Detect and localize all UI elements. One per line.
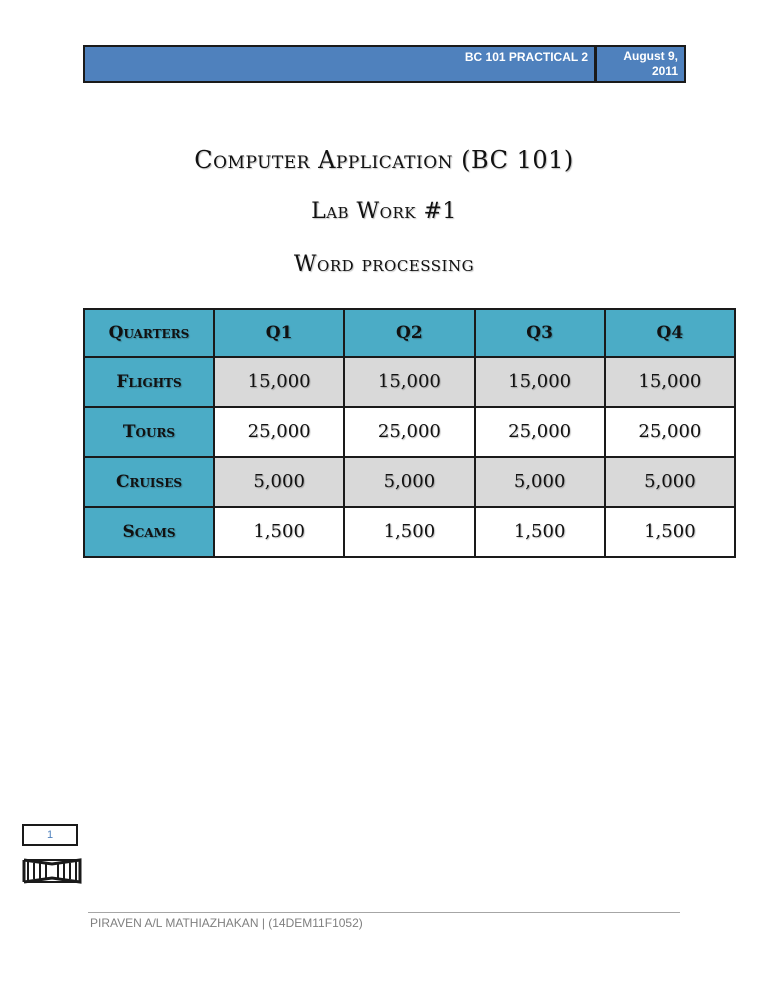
row-header: Tours <box>84 407 214 457</box>
table-cell: 1,500 <box>475 507 605 557</box>
page-number: 1 <box>22 824 78 846</box>
table-cell: 15,000 <box>605 357 735 407</box>
table-cell: 25,000 <box>344 407 474 457</box>
column-header: Q1 <box>214 309 344 357</box>
table-cell: 25,000 <box>475 407 605 457</box>
column-header: Q4 <box>605 309 735 357</box>
table-row <box>84 507 735 557</box>
table-row <box>84 407 735 457</box>
header-date <box>594 47 684 81</box>
table-cell: 1,500 <box>605 507 735 557</box>
header-date-line2: 2011 <box>651 64 678 78</box>
table-row <box>84 357 735 407</box>
table-cell: 1,500 <box>214 507 344 557</box>
table-cell: 15,000 <box>344 357 474 407</box>
table-cell: 25,000 <box>214 407 344 457</box>
quarters-table <box>83 308 736 558</box>
row-header: Flights <box>84 357 214 407</box>
table-cell: 15,000 <box>475 357 605 407</box>
table-row <box>84 457 735 507</box>
table-cell: 25,000 <box>605 407 735 457</box>
page-header-bar <box>83 45 686 83</box>
header-title: BC 101 PRACTICAL 2 <box>464 50 588 64</box>
table-cell: 15,000 <box>214 357 344 407</box>
column-header: Q3 <box>475 309 605 357</box>
table-cell: 1,500 <box>344 507 474 557</box>
column-header: Quarters <box>84 309 214 357</box>
document-topic: Word processing <box>293 252 475 277</box>
row-header: Scams <box>84 507 214 557</box>
footer-author: PIRAVEN A/L MATHIAZHAKAN | (14DEM11F1052) <box>90 916 363 930</box>
table-cell: 5,000 <box>475 457 605 507</box>
document-subtitle: Lab Work #1 <box>311 199 457 224</box>
column-header: Q2 <box>344 309 474 357</box>
row-header: Cruises <box>84 457 214 507</box>
table-cell: 5,000 <box>214 457 344 507</box>
table-cell: 5,000 <box>344 457 474 507</box>
footer-divider <box>88 912 680 913</box>
page-ornament-icon <box>22 856 82 886</box>
header-date-line1: August 9, <box>623 49 678 63</box>
table-header-row <box>84 309 735 357</box>
document-title: Computer Application (BC 101) <box>194 146 574 174</box>
table-cell: 5,000 <box>605 457 735 507</box>
